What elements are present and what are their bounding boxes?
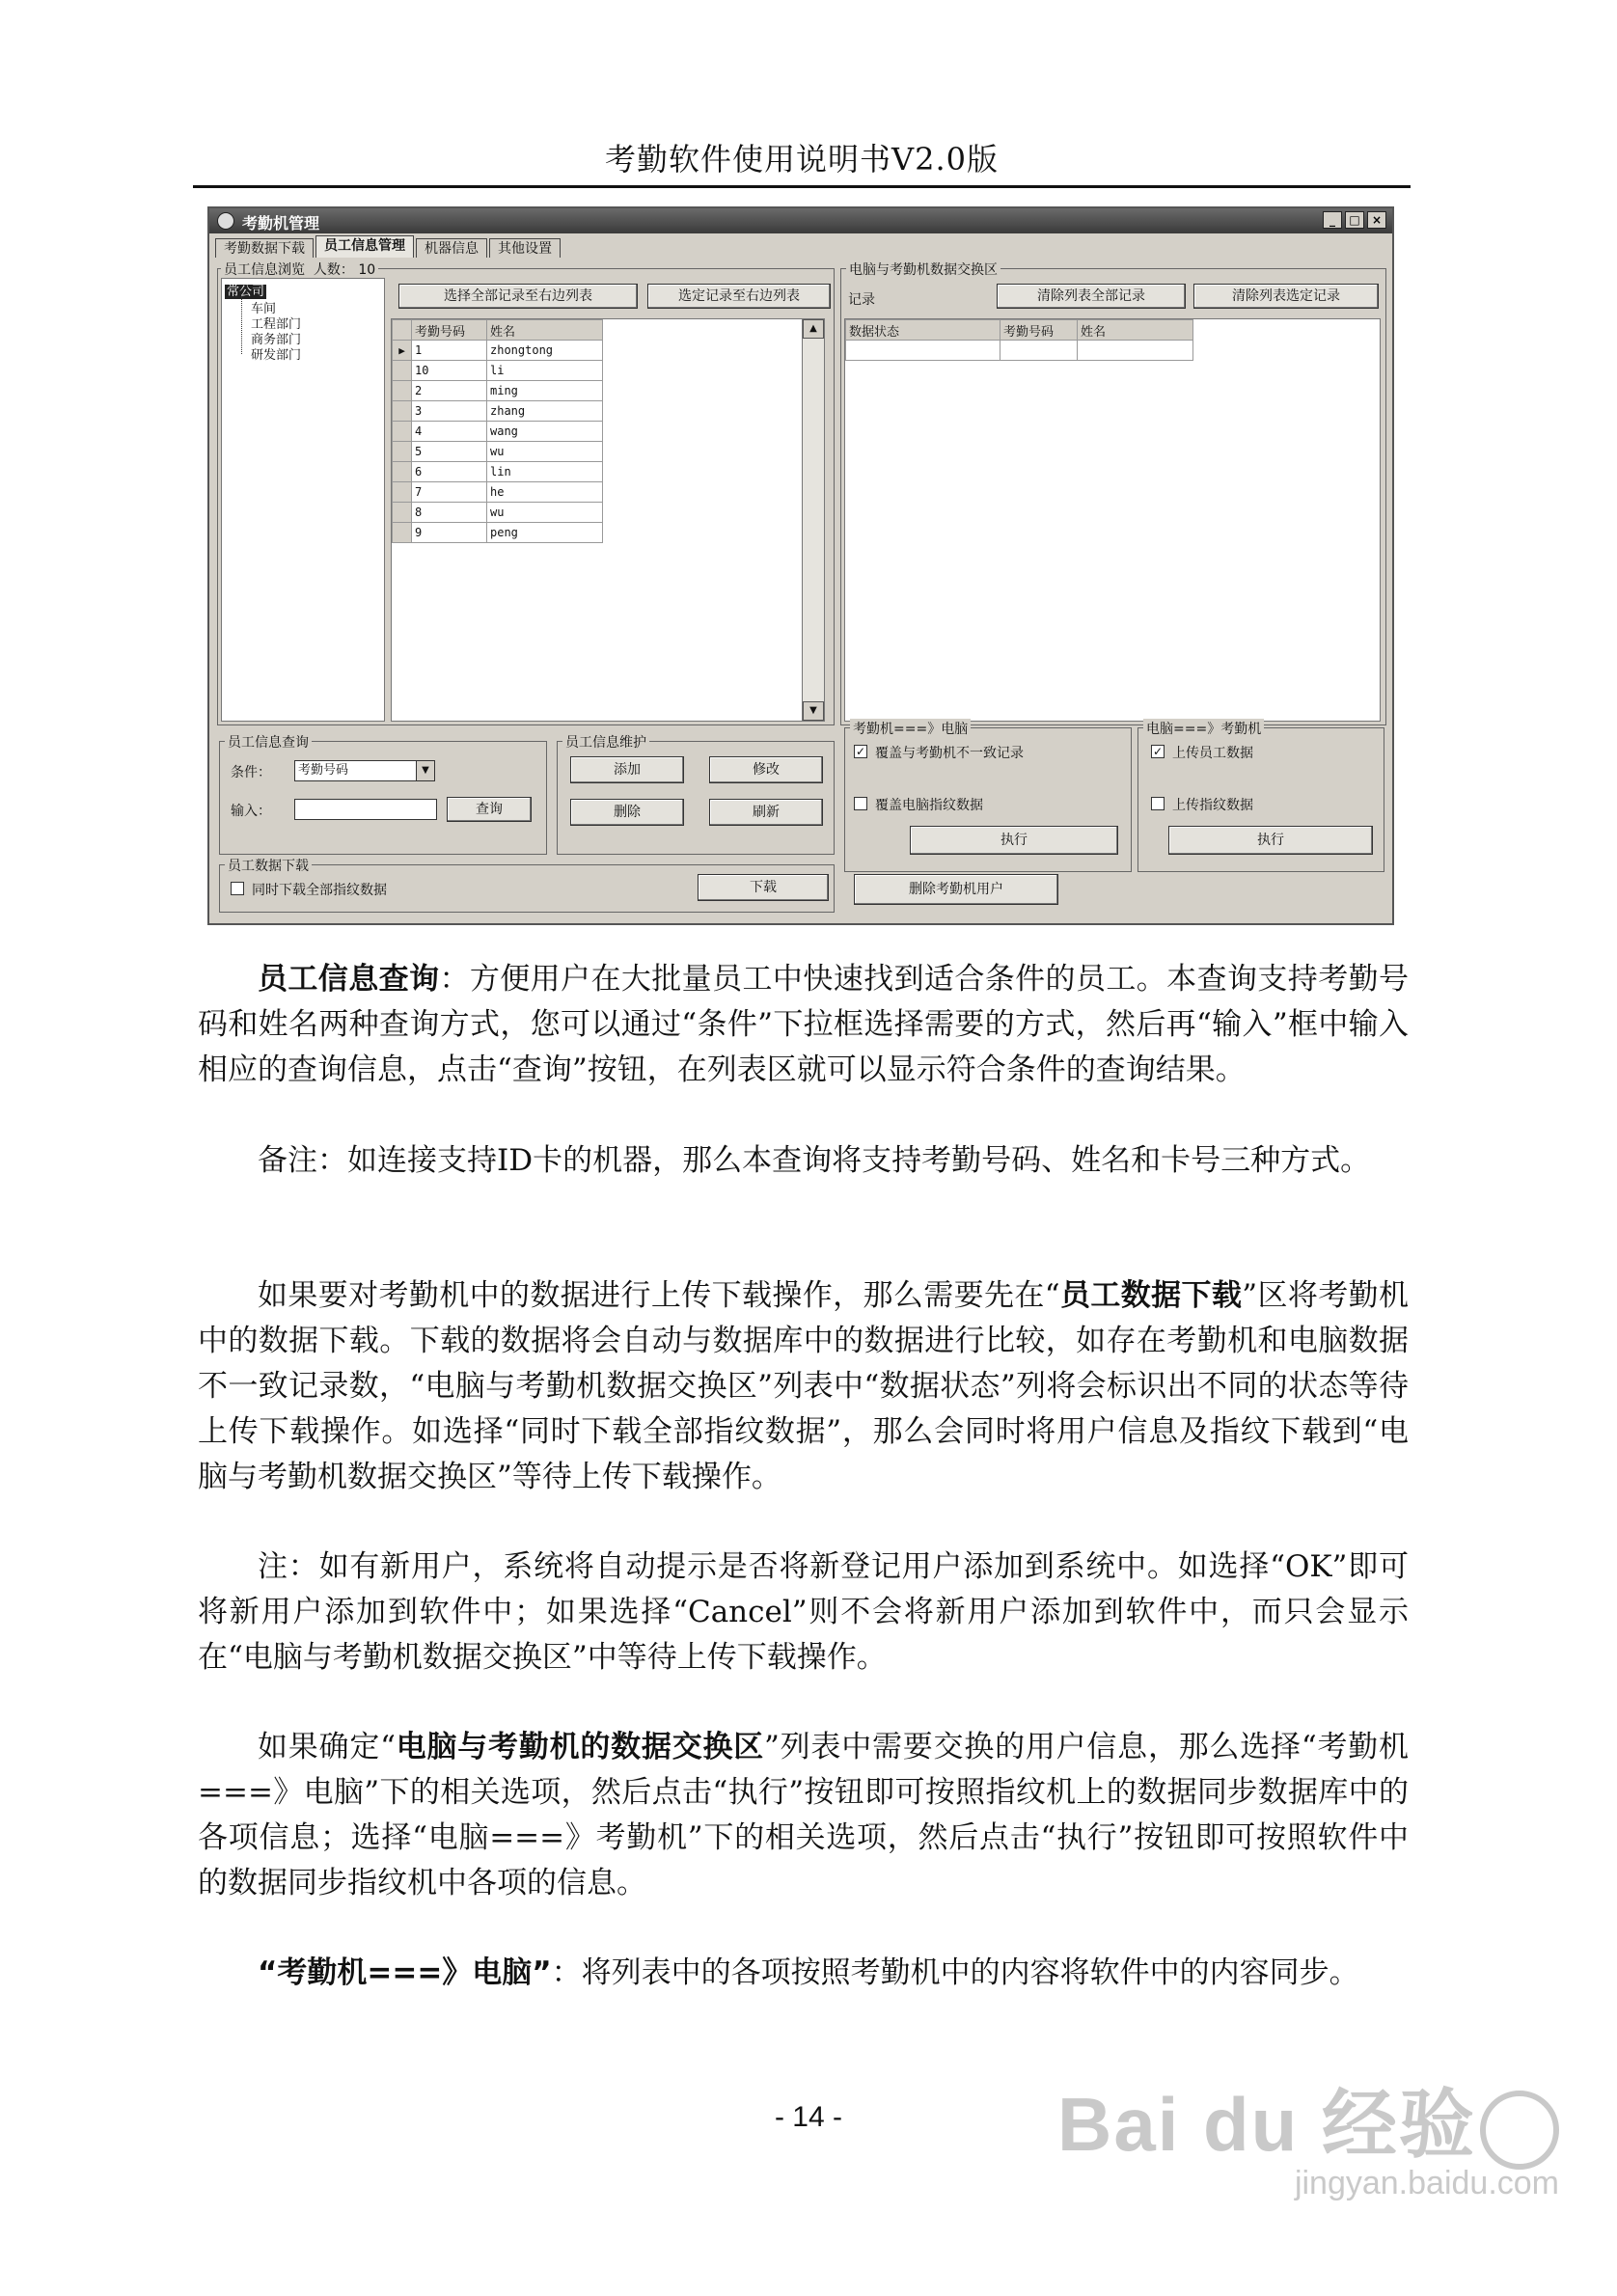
edit-button[interactable]: 修改 — [709, 756, 823, 783]
paragraph-note-newuser: 注：如有新用户，系统将自动提示是否将新登记用户添加到系统中。如选择“OK”即可将新用户添加到软件中；如果选择“Cancel”则不会将新用户添加到软件中，而只会显示在“电脑与考勤机数据交换区”中等待上传下载操作。 — [198, 1549, 1409, 1675]
table-row[interactable] — [393, 341, 603, 361]
cell-name[interactable]: wang — [487, 422, 603, 442]
record-label: 记录 — [848, 292, 875, 308]
upload-staff-label: 上传员工数据 — [1172, 746, 1253, 761]
tree-item-engineering[interactable]: 工程部门 — [251, 317, 302, 332]
execute-to-device-button[interactable]: 执行 — [1168, 826, 1373, 855]
row-indicator-icon — [393, 523, 412, 543]
select-to-right-button[interactable]: 选定记录至右边列表 — [647, 284, 831, 309]
cell-id[interactable]: 1 — [412, 341, 487, 361]
tab-bar — [215, 238, 562, 258]
tab-attendance-download[interactable]: 考勤数据下载 — [215, 238, 314, 258]
table-row[interactable] — [393, 422, 603, 442]
row-indicator-icon — [393, 462, 412, 482]
cell-name[interactable]: lin — [487, 462, 603, 482]
table-row[interactable] — [393, 381, 603, 401]
cell-id[interactable]: 3 — [412, 401, 487, 422]
exchange-grid — [844, 318, 1381, 722]
cell-name[interactable]: wu — [487, 442, 603, 462]
scroll-down-icon[interactable]: ▼ — [803, 701, 824, 721]
term-staff-query: 员工信息查询 — [258, 962, 440, 997]
table-row[interactable] — [393, 442, 603, 462]
minimize-button[interactable]: _ — [1323, 211, 1342, 229]
column-header-exchange-name[interactable]: 姓名 — [1078, 320, 1193, 341]
cell-id[interactable]: 6 — [412, 462, 487, 482]
cell-id[interactable]: 5 — [412, 442, 487, 462]
cell-id[interactable]: 8 — [412, 503, 487, 523]
term-device-to-pc: “考勤机===》电脑” — [258, 1955, 552, 1990]
upload-fingerprint-label: 上传指纹数据 — [1172, 798, 1253, 813]
condition-select[interactable]: 考勤号码 ▼ — [294, 760, 435, 781]
row-indicator-icon: ▶ — [393, 341, 412, 361]
cell-name[interactable]: he — [487, 482, 603, 503]
clear-all-records-button[interactable]: 清除列表全部记录 — [997, 284, 1186, 309]
overwrite-pc-fingerprint-checkbox[interactable] — [854, 797, 867, 810]
cell-name[interactable]: zhongtong — [487, 341, 603, 361]
paragraph-query: 员工信息查询：方便用户在大批量员工中快速找到适合条件的员工。本查询支持考勤号码和姓名两种查询方式，您可以通过“条件”下拉框选择需要的方式，然后再“输入”框中输入相应的查询信息，点击“查询”按钮，在列表区就可以显示符合条件的查询结果。 — [198, 962, 1410, 1087]
column-header-data-status[interactable]: 数据状态 — [846, 320, 1000, 341]
tab-machine-info[interactable]: 机器信息 — [416, 238, 487, 258]
overwrite-pc-fingerprint-label: 覆盖电脑指纹数据 — [875, 798, 983, 813]
window-title: 考勤机管理 — [242, 214, 320, 232]
row-indicator-icon — [393, 482, 412, 503]
download-fingerprint-checkbox[interactable] — [231, 882, 244, 895]
delete-button[interactable]: 删除 — [570, 799, 684, 826]
staff-query-label: 员工信息查询 — [225, 732, 312, 752]
delete-device-users-button[interactable]: 删除考勤机用户 — [854, 874, 1058, 905]
cell-name[interactable]: zhang — [487, 401, 603, 422]
cell-name[interactable]: ming — [487, 381, 603, 401]
column-header-exchange-id[interactable]: 考勤号码 — [1000, 320, 1078, 341]
cell-name[interactable]: wu — [487, 503, 603, 523]
staff-maintain-label: 员工信息维护 — [562, 732, 649, 752]
page-header-title: 考勤软件使用说明书V2.0版 — [604, 141, 999, 178]
term-exchange-area: 电脑与考勤机的数据交换区 — [395, 1730, 765, 1764]
input-label: 输入： — [231, 804, 271, 819]
refresh-button[interactable]: 刷新 — [709, 799, 823, 826]
row-indicator-icon — [393, 442, 412, 462]
overwrite-mismatch-checkbox[interactable]: ✓ — [855, 745, 866, 758]
table-row[interactable] — [393, 503, 603, 523]
baidu-watermark — [1057, 2064, 1559, 2202]
query-input[interactable] — [294, 799, 437, 820]
download-button[interactable]: 下载 — [698, 874, 829, 901]
cell-id[interactable]: 10 — [412, 361, 487, 381]
download-fingerprint-label: 同时下载全部指纹数据 — [252, 883, 387, 898]
clear-selected-records-button[interactable]: 清除列表选定记录 — [1193, 284, 1379, 309]
page-number: - 14 - — [774, 2101, 843, 2133]
chevron-down-icon[interactable]: ▼ — [416, 761, 434, 780]
tree-item-workshop[interactable]: 车间 — [251, 302, 277, 316]
select-all-to-right-button[interactable]: 选择全部记录至右边列表 — [398, 284, 638, 309]
tree-item-company[interactable]: 常公司 — [227, 285, 265, 299]
cell-name[interactable]: li — [487, 361, 603, 381]
table-row[interactable] — [393, 361, 603, 381]
paragraph-device-to-pc: “考勤机===》电脑”：将列表中的各项按照考勤机中的内容将软件中的内容同步。 — [258, 1955, 1359, 1990]
row-indicator-icon — [393, 422, 412, 442]
pc-to-device-label: 电脑===》考勤机 — [1143, 719, 1264, 738]
app-window — [207, 206, 1394, 925]
staff-download-label: 员工数据下载 — [225, 856, 312, 875]
paw-icon — [1480, 2091, 1559, 2170]
cell-id[interactable]: 7 — [412, 482, 487, 503]
tab-other-settings[interactable]: 其他设置 — [489, 238, 561, 258]
staff-grid-scrollbar[interactable] — [802, 319, 824, 721]
scroll-up-icon[interactable]: ▲ — [803, 319, 824, 339]
department-tree[interactable] — [221, 278, 385, 722]
overwrite-mismatch-label: 覆盖与考勤机不一致记录 — [875, 746, 1024, 761]
cell-id[interactable]: 2 — [412, 381, 487, 401]
tree-item-rnd[interactable]: 研发部门 — [251, 348, 302, 363]
watermark-brand: Bai du 经验 — [1056, 2082, 1476, 2167]
app-icon — [217, 212, 234, 230]
condition-label: 条件： — [231, 765, 271, 780]
row-indicator-icon — [393, 503, 412, 523]
term-staff-download: 员工数据下载 — [1059, 1278, 1243, 1313]
execute-to-pc-button[interactable]: 执行 — [910, 826, 1118, 855]
query-button[interactable]: 查询 — [447, 797, 532, 822]
column-header-id[interactable]: 考勤号码 — [412, 320, 487, 341]
table-row[interactable] — [393, 523, 603, 543]
tab-staff-management[interactable]: 员工信息管理 — [315, 235, 414, 258]
row-indicator-icon — [393, 401, 412, 422]
device-to-pc-label: 考勤机===》电脑 — [850, 719, 971, 738]
column-header-name[interactable]: 姓名 — [487, 320, 603, 341]
row-indicator-icon — [393, 361, 412, 381]
tree-item-business[interactable]: 商务部门 — [251, 333, 302, 347]
cell-id[interactable]: 9 — [412, 523, 487, 543]
staff-browse-label: 员工信息浏览 人数： 10 — [221, 260, 378, 279]
table-row[interactable] — [393, 401, 603, 422]
row-indicator-icon — [393, 381, 412, 401]
exchange-panel-label: 电脑与考勤机数据交换区 — [846, 260, 1000, 279]
close-button[interactable]: × — [1367, 211, 1386, 229]
cell-name[interactable]: peng — [487, 523, 603, 543]
upload-staff-checkbox[interactable]: ✓ — [1152, 745, 1164, 758]
staff-grid — [391, 318, 825, 722]
paragraph-note-idcard: 备注：如连接支持ID卡的机器，那么本查询将支持考勤号码、姓名和卡号三种方式。 — [258, 1143, 1371, 1178]
table-row[interactable] — [393, 462, 603, 482]
add-button[interactable]: 添加 — [570, 756, 684, 783]
paragraph-download: 如果要对考勤机中的数据进行上传下载操作，那么需要先在“员工数据下载”区将考勤机中的数据下载。下载的数据将会自动与数据库中的数据进行比较，如存在考勤机和电脑数据不一致记录数，“电脑与考勤机数据交换区”列表中“数据状态”列将会标识出不同的状态等待上传下载操作。如选择“同时下载全部指纹数据”，那么会同时将用户信息及指纹下载到“电脑与考勤机数据交换区”等待上传下载操作。 — [198, 1278, 1409, 1494]
table-row[interactable] — [393, 482, 603, 503]
cell-id[interactable]: 4 — [412, 422, 487, 442]
paragraph-exchange: 如果确定“电脑与考勤机的数据交换区”列表中需要交换的用户信息，那么选择“考勤机===》电脑”下的相关选项，然后点击“执行”按钮即可按照指纹机上的数据同步数据库中的各项信息；选择“电脑===》考勤机”下的相关选项，然后点击“执行”按钮即可按照软件中的数据同步指纹机中各项的信息。 — [198, 1730, 1409, 1900]
maximize-button[interactable]: □ — [1345, 211, 1364, 229]
upload-fingerprint-checkbox[interactable] — [1151, 797, 1165, 810]
header-rule — [193, 185, 1411, 188]
title-bar — [209, 208, 1392, 233]
watermark-url: jingyan.baidu.com — [1294, 2165, 1559, 2201]
